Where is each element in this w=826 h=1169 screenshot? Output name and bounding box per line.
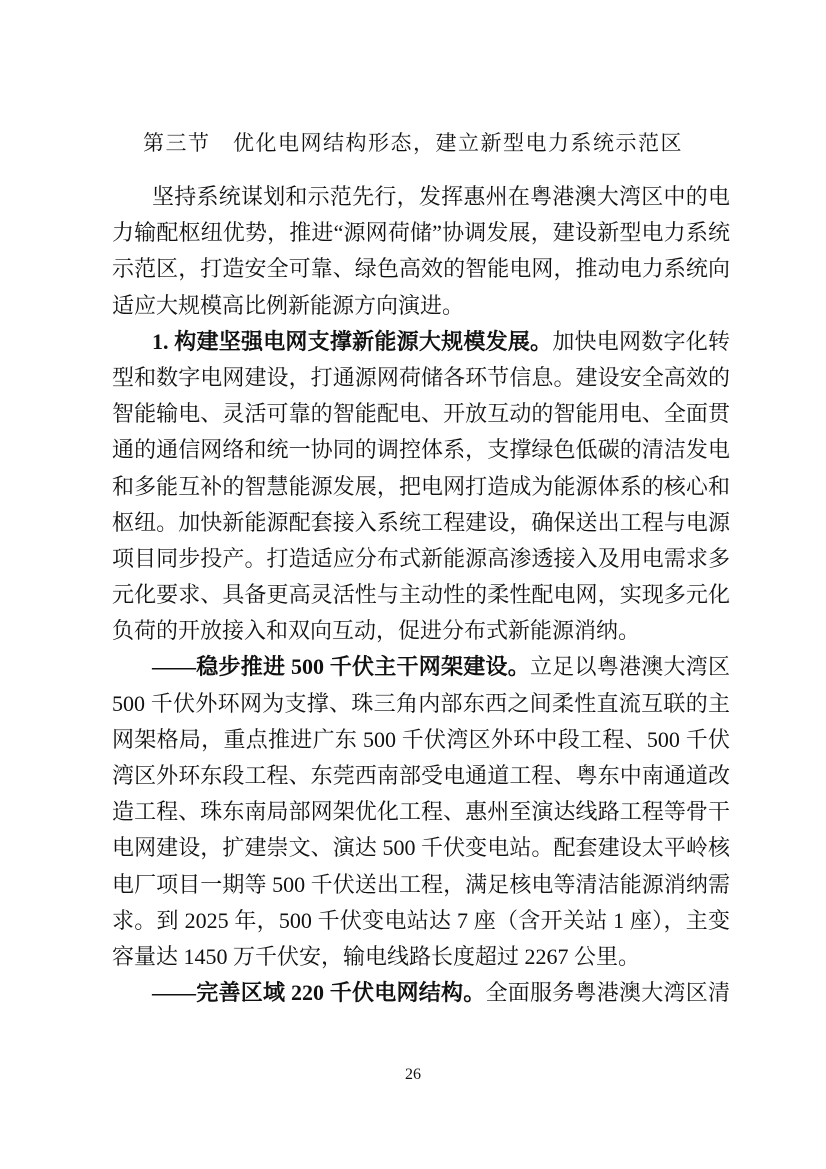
- text-line: [112, 541, 730, 577]
- line-text: 电网建设，扩建崇文、演达 500 千伏变电站。配套建设太平岭核: [112, 835, 730, 861]
- text-line: [112, 903, 730, 939]
- line-text: 立足以粤港澳大湾区: [529, 654, 730, 680]
- line-text: 力输配枢纽优势，推进“源网荷储”协调发展，建设新型电力系统: [112, 220, 730, 246]
- text-line: [112, 939, 730, 975]
- line-text: 枢纽。加快新能源配套接入系统工程建设，确保送出工程与电源: [112, 509, 730, 535]
- line-text: 湾区外环东段工程、东莞西南部受电通道工程、粤东中南通道改: [112, 763, 730, 788]
- text-line: [112, 577, 730, 613]
- page-number: 26: [405, 1066, 421, 1083]
- line-text: 全面服务粤港澳大湾区清: [485, 980, 730, 1006]
- text-line: [112, 722, 730, 758]
- text-line: [112, 830, 730, 866]
- text-line: [112, 975, 730, 1011]
- text-line: [112, 324, 730, 360]
- text-line: [112, 794, 730, 830]
- text-line: [112, 649, 730, 685]
- line-text: 500 千伏外环网为支撑、珠三角内部东西之间柔性直流互联的主: [112, 690, 730, 716]
- text-line: [112, 360, 730, 396]
- line-text: 电厂项目一期等 500 千伏送出工程，满足核电等清洁能源消纳需: [112, 871, 730, 897]
- line-text: 智能输电、灵活可靠的智能配电、开放互动的智能用电、全面贯: [112, 401, 730, 427]
- document-body: [112, 179, 730, 1011]
- text-line: [112, 432, 730, 468]
- text-line: [112, 686, 730, 722]
- line-text: 项目同步投产。打造适应分布式新能源高渗透接入及用电需求多: [112, 545, 730, 571]
- text-line: [112, 215, 730, 251]
- line-text: 求。到 2025 年，500 千伏变电站达 7 座（含开关站 1 座），主变: [112, 907, 730, 933]
- line-text: 网架格局，重点推进广东 500 千伏湾区外环中段工程、500 千伏: [112, 726, 730, 752]
- bold-heading: ——完善区域 220 千伏电网结构。: [152, 980, 486, 1006]
- text-line: [112, 469, 730, 505]
- text-line: [112, 288, 730, 324]
- text-line: [112, 613, 730, 649]
- line-text: 造工程、珠东南局部网架优化工程、惠州至演达线路工程等骨干: [112, 799, 730, 825]
- line-text: 加快电网数字化转: [552, 328, 730, 354]
- line-text: 负荷的开放接入和双向互动，促进分布式新能源消纳。: [112, 618, 641, 644]
- line-text: 适应大规模高比例新能源方向演进。: [112, 292, 465, 318]
- line-text: 元化要求、具备更高灵活性与主动性的柔性配电网，实现多元化: [112, 582, 730, 608]
- line-text: 坚持系统谋划和示范先行，发挥惠州在粤港澳大湾区中的电: [152, 184, 730, 209]
- line-text: 型和数字电网建设，打通源网荷储各环节信息。建设安全高效的: [112, 364, 730, 390]
- line-text: 通的通信网络和统一协同的调控体系，支撑绿色低碳的清洁发电: [112, 437, 730, 463]
- text-line: [112, 179, 730, 215]
- bold-heading: 1. 构建坚强电网支撑新能源大规模发展。: [152, 328, 553, 354]
- text-line: [112, 758, 730, 794]
- line-text: 示范区，打造安全可靠、绿色高效的智能电网，推动电力系统向: [112, 256, 730, 282]
- text-line: [112, 867, 730, 903]
- text-line: [112, 251, 730, 287]
- line-text: 和多能互补的智慧能源发展，把电网打造成为能源体系的核心和: [112, 473, 730, 499]
- line-text: 容量达 1450 万千伏安，输电线路长度超过 2267 公里。: [112, 943, 641, 969]
- section-title: 第三节 优化电网结构形态，建立新型电力系统示范区: [143, 131, 683, 155]
- bold-heading: ——稳步推进 500 千伏主干网架建设。: [152, 654, 530, 680]
- text-line: [112, 396, 730, 432]
- text-line: [112, 505, 730, 541]
